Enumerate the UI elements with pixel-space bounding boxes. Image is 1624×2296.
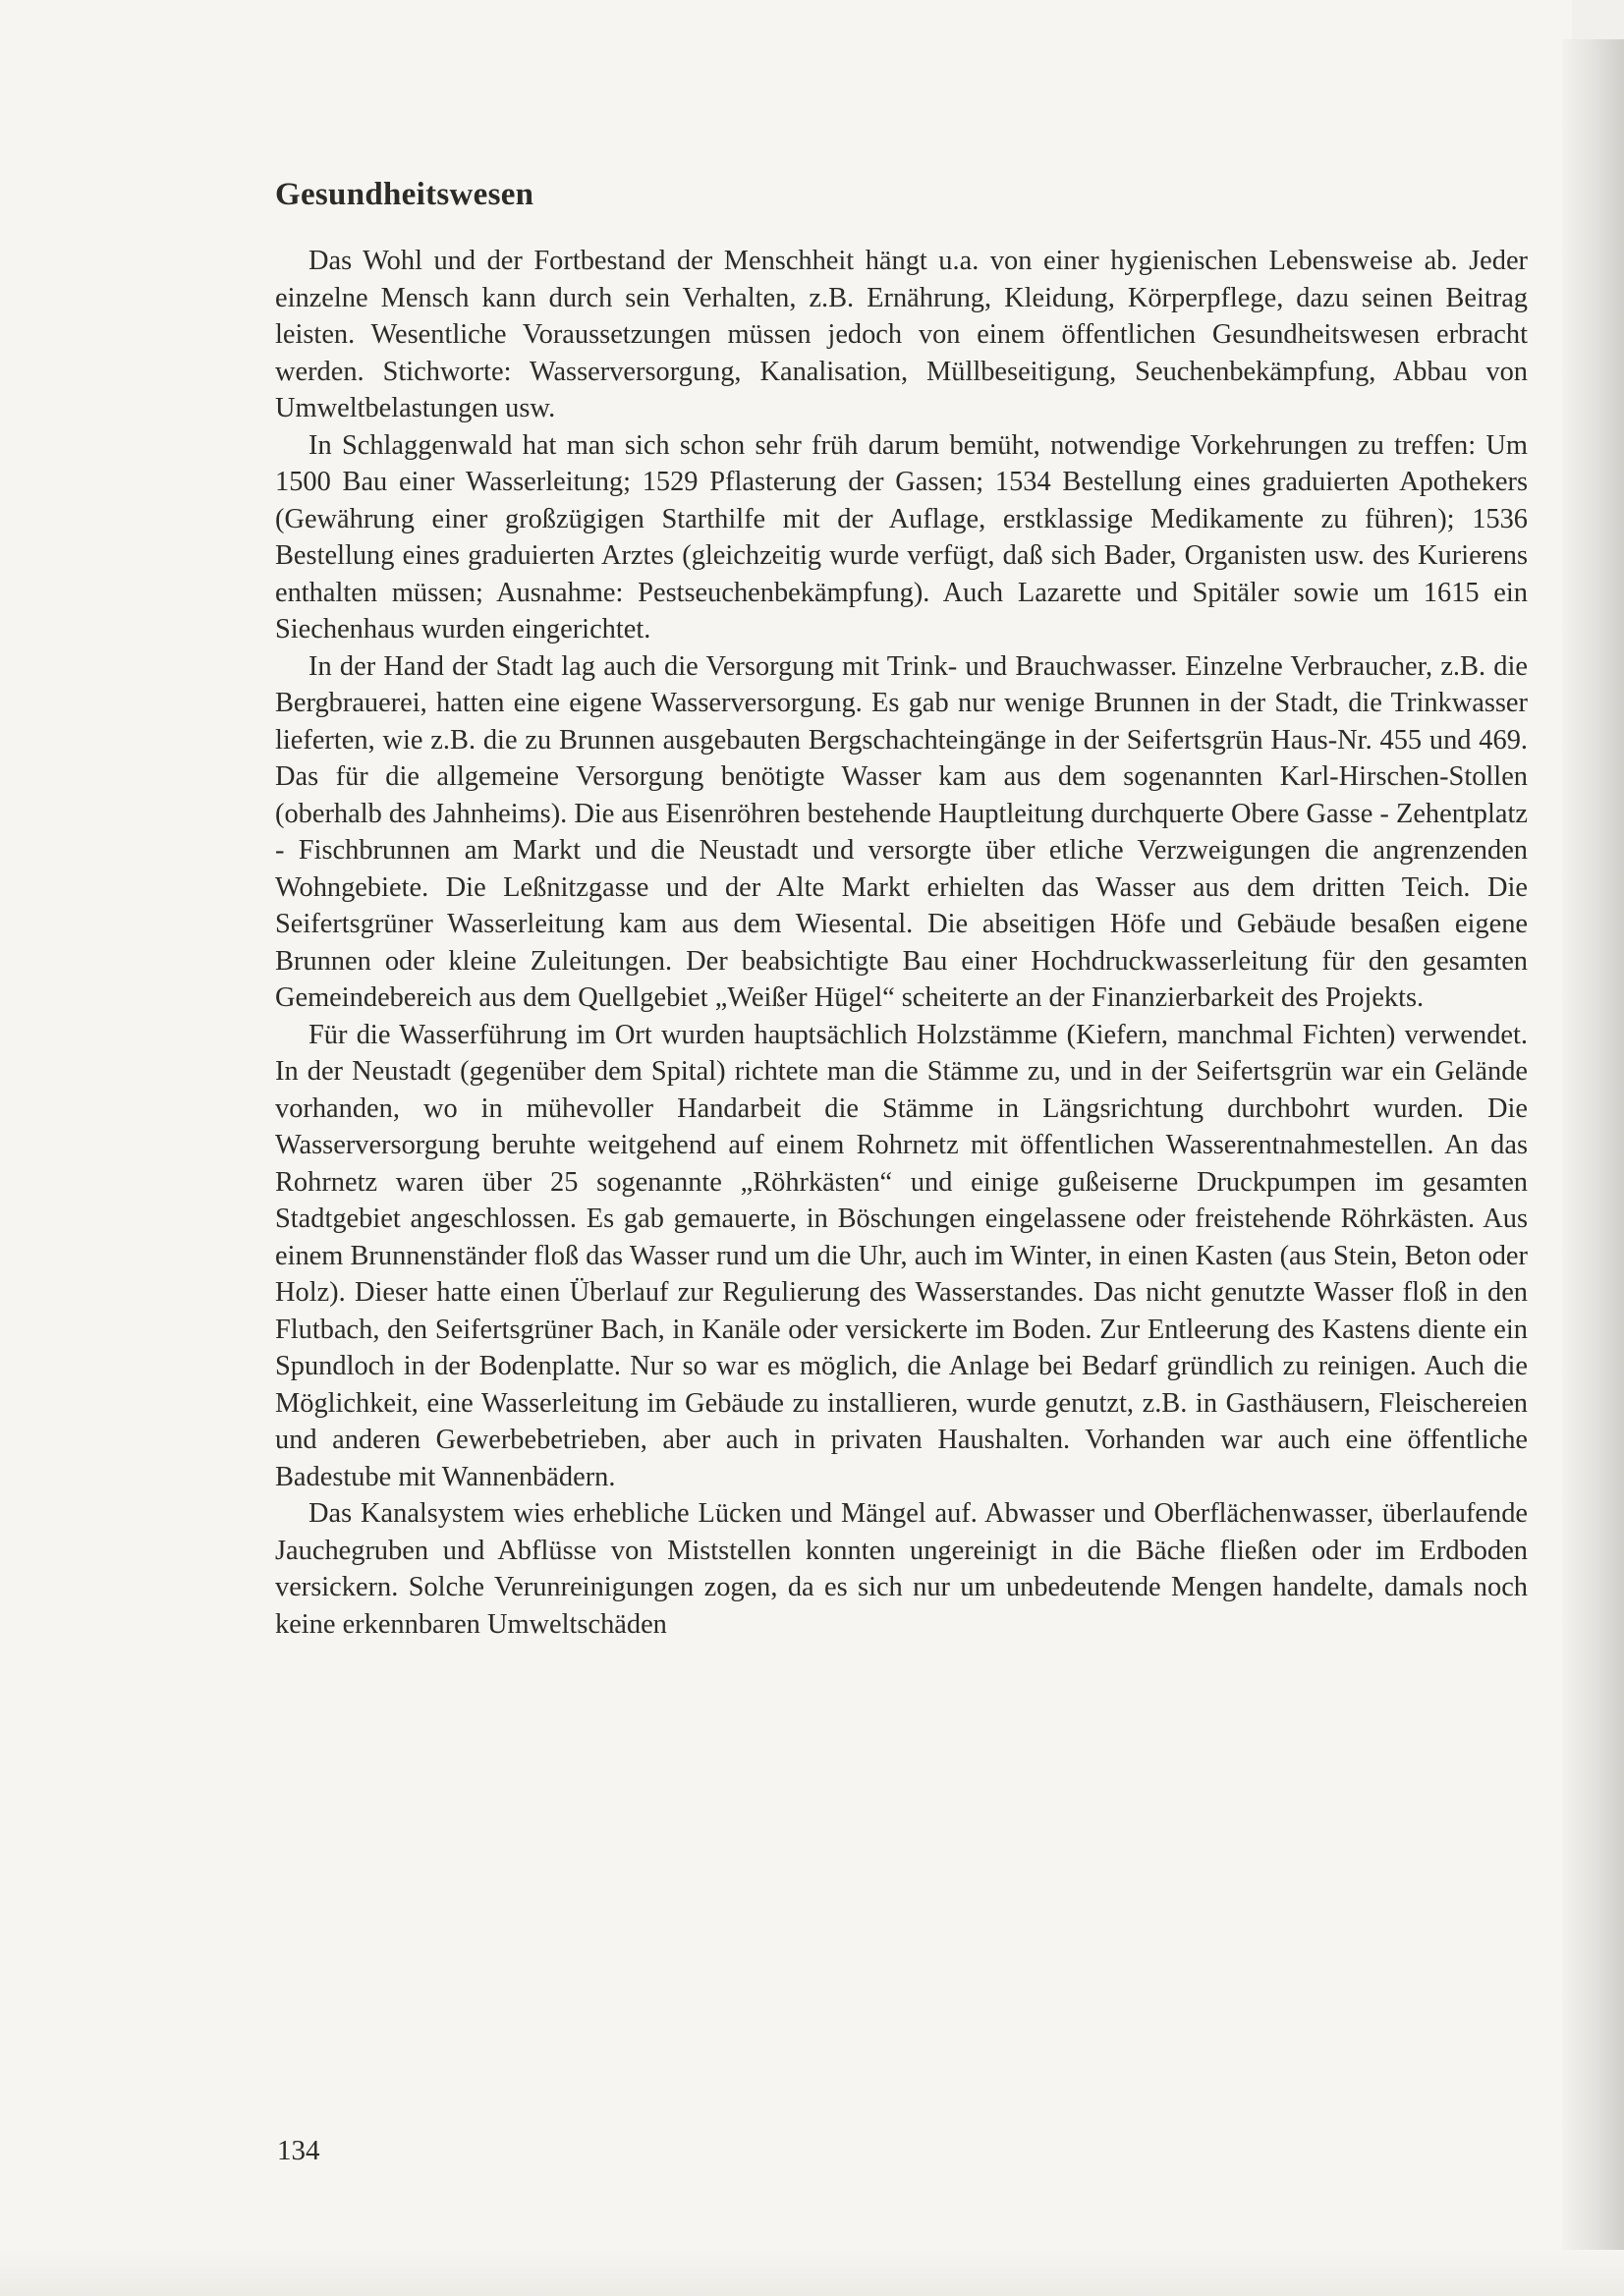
paragraph-hygiene-intro: Das Wohl und der Fortbestand der Menschheit hängt u.a. von einer hygienischen Lebensweise ab. Jeder einzelne Mensch kann durch sein Verhalten, z.B. Ernährung, Kleidung, Körperpflege, dazu seinen Beitrag leisten. Wesentliche Voraussetzungen müssen jedoch von einem öffentlichen Gesundheitswesen erbracht werden. Stichworte: Wasserversorgung, Kanalisation, Müllbeseitigung, Seuchenbekämpfung, Abbau von Umweltbelastungen usw. bbox=[275, 246, 1528, 423]
section-heading: Gesundheitswesen bbox=[275, 177, 534, 212]
paragraph-wooden-pipes: Für die Wasserführung im Ort wurden hauptsächlich Holzstämme (Kiefern, manchmal Fichten) verwendet. In der Neustadt (gegenüber dem Spital) richtete man die Stämme zu, und in der Seifertsgrün war ein Gelände vorhanden, wo in mühevoller Handarbeit die Stämme in Längsrichtung durchbohrt wurden. Die Wasserversorgung beruhte weitgehend auf einem Rohrnetz mit öffentlichen Wasserentnahmestellen. An das Rohrnetz waren über 25 sogenannte „Röhrkästen“ und einige gußeiserne Druckpumpen im gesamten Stadtgebiet angeschlossen. Es gab gemauerte, in Böschungen eingelassene oder freistehende Röhrkästen. Aus einem Brunnenständer floß das Wasser rund um die Uhr, auch im Winter, in einen Kasten (aus Stein, Beton oder Holz). Dieser hatte einen Überlauf zur Regulierung des Wasserstandes. Das nicht genutzte Wasser floß in den Flutbach, den Seifertsgrüner Bach, in Kanäle oder versickerte im Boden. Zur Entleerung des Kastens diente ein Spundloch in der Bodenplatte. Nur so war es möglich, die Anlage bei Bedarf gründlich zu reinigen. Auch die Möglichkeit, eine Wasserleitung im Gebäude zu installieren, wurde genutzt, z.B. in Gasthäusern, Fleischereien und anderen Gewerbebetrieben, aber auch in privaten Haushalten. Vorhanden war auch eine öffentliche Badestube mit Wannenbädern. bbox=[275, 1019, 1528, 1492]
paragraph-water-supply: In der Hand der Stadt lag auch die Versorgung mit Trink- und Brauchwasser. Einzelne Verbraucher, z.B. die Bergbrauerei, hatten eine eigene Wasserversorgung. Es gab nur wenige Brunnen in der Stadt, die Trinkwasser lieferten, wie z.B. die zu Brunnen ausgebauten Bergschachteingänge in der Seifertsgrün Haus-Nr. 455 und 469. Das für die allgemeine Versorgung benötigte Wasser kam aus dem sogenannten Karl-Hirschen-Stollen (oberhalb des Jahnheims). Die aus Eisenröhren bestehende Hauptleitung durchquerte Obere Gasse - Zehentplatz - Fischbrunnen am Markt und die Neustadt und versorgte über etliche Verzweigungen die angrenzenden Wohngebiete. Die Leßnitzgasse und der Alte Markt erhielten das Wasser aus dem dritten Teich. Die Seifertsgrüner Wasserleitung kam aus dem Wiesental. Die abseitigen Höfe und Gebäude besaßen eigene Brunnen oder kleine Zuleitungen. Der beabsichtigte Bau einer Hochdruckwasserleitung für den gesamten Gemeindebereich aus dem Quellgebiet „Weißer Hügel“ scheiterte an der Finanzierbarkeit des Projekts. bbox=[275, 650, 1528, 1013]
page-edge-shadow bbox=[1562, 39, 1624, 2260]
page-bottom-shade bbox=[0, 2250, 1624, 2296]
page-content bbox=[275, 177, 1528, 1643]
page-number: 134 bbox=[277, 2135, 320, 2166]
paragraph-early-measures: In Schlaggenwald hat man sich schon sehr früh darum bemüht, notwendige Vorkehrungen zu treffen: Um 1500 Bau einer Wasserleitung; 1529 Pflasterung der Gassen; 1534 Bestellung eines graduierten Apothekers (Gewährung einer großzügigen Starthilfe mit der Auflage, erstklassige Medikamente zu führen); 1536 Bestellung eines graduierten Arztes (gleichzeitig wurde verfügt, daß sich Bader, Organisten usw. des Kurierens enthalten müssen; Ausnahme: Pestseuchenbekämpfung). Auch Lazarette und Spitäler sowie um 1615 ein Siechenhaus wurden eingerichtet. bbox=[275, 429, 1528, 644]
paragraph-sewage-system: Das Kanalsystem wies erhebliche Lücken und Mängel auf. Abwasser und Oberflächenwasser, überlaufende Jauchegruben und Abflüsse von Miststellen konnten ungereinigt in die Bäche fließen oder im Erdboden versickern. Solche Verunreinigungen zogen, da es sich nur um unbedeutende Mengen handelte, damals noch keine erkennbaren Umweltschäden bbox=[275, 1498, 1528, 1640]
